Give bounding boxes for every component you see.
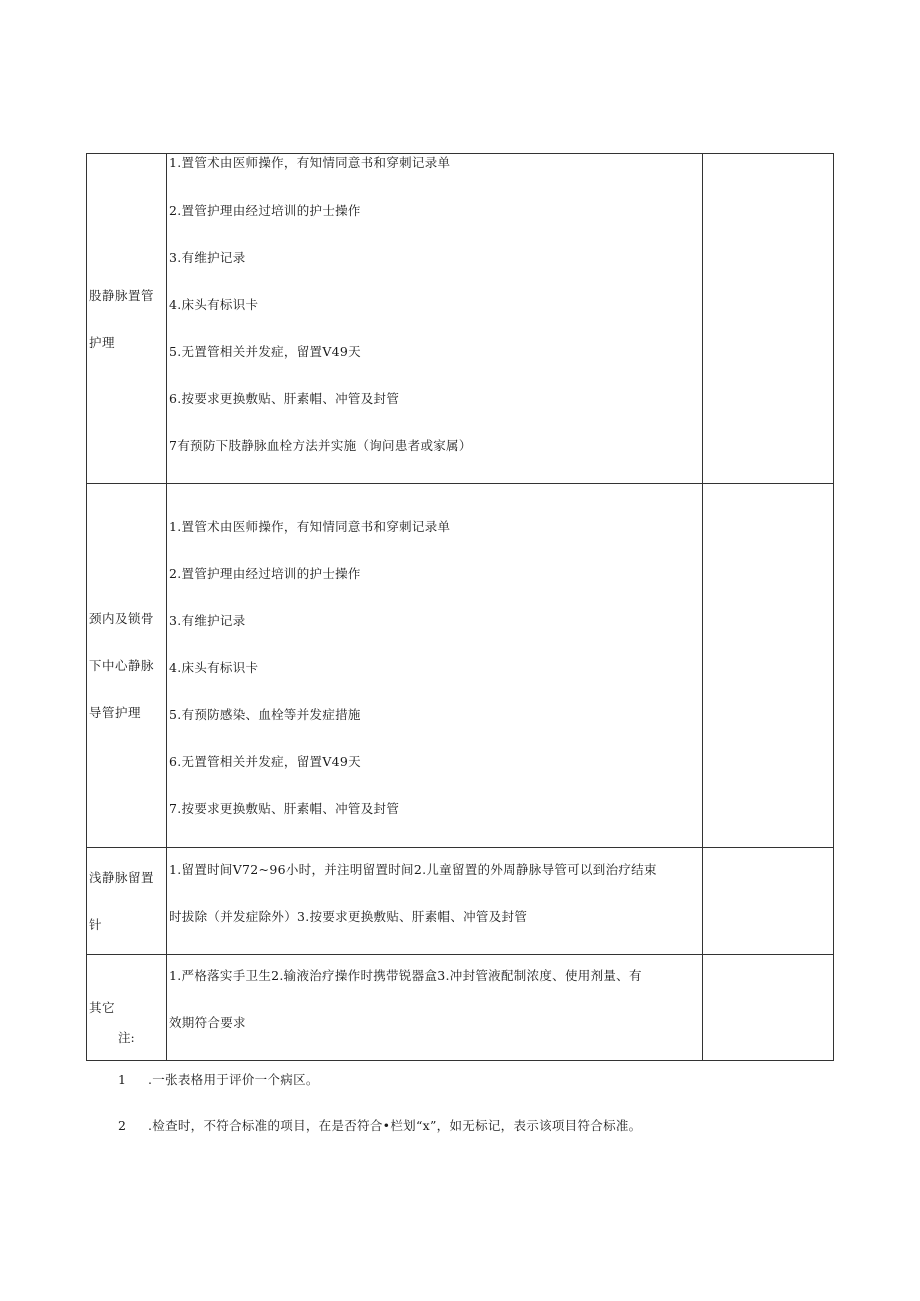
note-text: .检查时，不符合标准的项目，在是否符合•栏划“x”，如无标记，表示该项目符合标准。 (148, 1118, 642, 1133)
criteria-item: 7有预防下肢静脉血栓方法并实施（询问患者或家属） (169, 438, 472, 453)
category-label-line: 护理 (89, 334, 116, 350)
category-cell (87, 848, 167, 955)
criteria-item: 1.留置时间V72~96小时，并注明留置时间2.儿童留置的外周静脉导管可以到治疗结束 (169, 862, 657, 877)
criteria-item: 5.无置管相关并发症，留置V49天 (169, 344, 361, 359)
criteria-item: 6.按要求更换敷贴、肝素帽、冲管及封管 (169, 391, 400, 406)
criteria-cell (167, 955, 703, 1061)
criteria-item: 4.床头有标识卡 (169, 660, 259, 675)
criteria-item: 7.按要求更换敷贴、肝素帽、冲管及封管 (169, 801, 400, 816)
table-row (87, 484, 834, 848)
criteria-item: 5.有预防感染、血栓等并发症措施 (169, 707, 361, 722)
compliance-cell[interactable] (703, 154, 834, 484)
note-text: .一张表格用于评价一个病区。 (148, 1072, 319, 1087)
criteria-item: 2.置管护理由经过培训的护士操作 (169, 203, 361, 218)
criteria-cell (167, 848, 703, 955)
note-line (118, 1070, 319, 1088)
note-number: 1 (118, 1072, 127, 1087)
notes-title: 注: (118, 1030, 135, 1045)
criteria-item: 4.床头有标识卡 (169, 297, 259, 312)
compliance-cell[interactable] (703, 484, 834, 848)
nursing-checklist-table (86, 153, 834, 1061)
criteria-item: 2.置管护理由经过培训的护士操作 (169, 566, 361, 581)
table-row (87, 154, 834, 484)
criteria-item: 效期符合要求 (169, 1015, 246, 1030)
note-line (118, 1116, 641, 1134)
category-label-line: 下中心静脉 (89, 658, 155, 673)
criteria-item: 3.有维护记录 (169, 250, 246, 265)
compliance-cell[interactable] (703, 955, 834, 1061)
category-label-line: 颈内及锁骨 (89, 611, 155, 626)
category-label-line: 浅静脉留置 (89, 870, 155, 885)
criteria-cell (167, 484, 703, 848)
criteria-item: 1.置管术由医师操作，有知情同意书和穿刺记录单 (169, 155, 451, 170)
criteria-item: 6.无置管相关并发症，留置V49天 (169, 754, 361, 769)
category-cell (87, 154, 167, 484)
table-row (87, 848, 834, 955)
table-row (87, 955, 834, 1061)
criteria-item: 1.严格落实手卫生2.输液治疗操作时携带锐器盒3.冲封管液配制浓度、使用剂量、有 (169, 968, 642, 983)
category-label-line: 针 (89, 917, 103, 932)
category-cell (87, 484, 167, 848)
category-label-line: 导管护理 (89, 705, 142, 720)
compliance-cell[interactable] (703, 848, 834, 955)
note-number: 2 (118, 1118, 127, 1133)
category-label-line: 股静脉置管 (89, 287, 155, 303)
criteria-cell (167, 154, 703, 484)
criteria-item: 1.置管术由医师操作，有知情同意书和穿刺记录单 (169, 519, 451, 534)
category-label-line: 其它 (89, 1000, 116, 1015)
criteria-item: 时拔除（并发症除外）3.按要求更换敷贴、肝素帽、冲管及封管 (169, 909, 528, 924)
criteria-item: 3.有维护记录 (169, 613, 246, 628)
